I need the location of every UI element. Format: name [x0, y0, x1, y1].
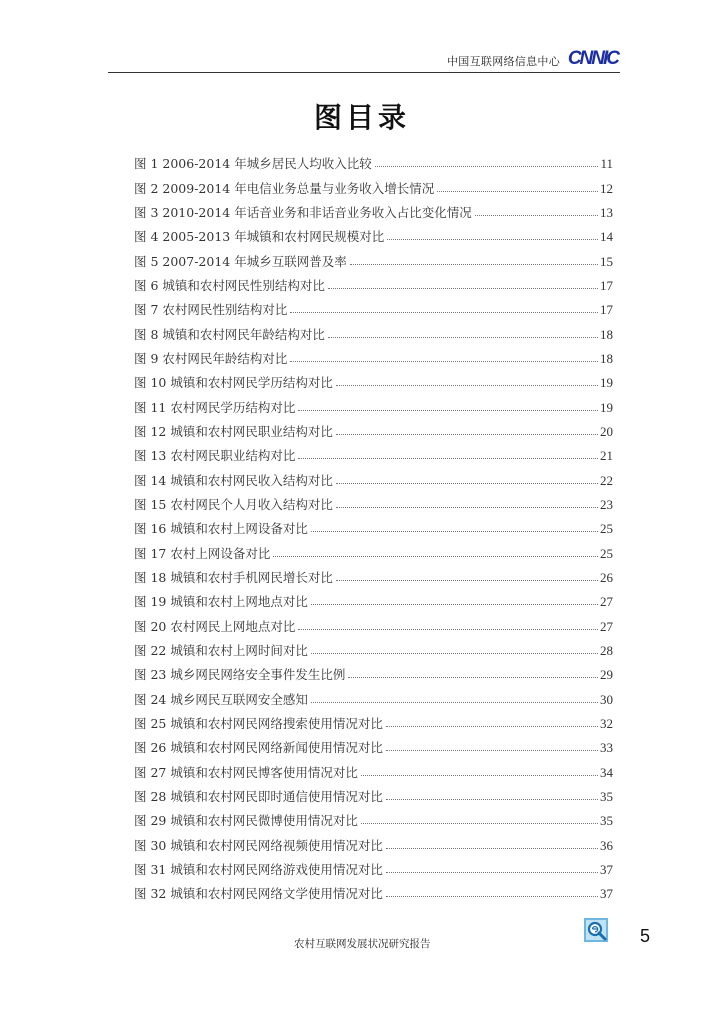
toc-entry-page: 13 [600, 204, 613, 220]
toc-entry-label: 图 28 城镇和农村网民即时通信使用情况对比 [134, 788, 383, 804]
toc-entry[interactable] [134, 586, 613, 610]
toc-entry-page: 22 [600, 472, 613, 488]
toc-entry-label: 图 29 城镇和农村网民微博使用情况对比 [134, 813, 358, 829]
toc-entry-page: 15 [600, 253, 613, 269]
dot-leader [336, 385, 598, 386]
toc-entry[interactable] [134, 245, 613, 269]
toc-entry-page: 19 [600, 399, 613, 415]
toc-entry-page: 11 [600, 156, 613, 172]
toc-entry[interactable] [134, 148, 613, 172]
dot-leader [298, 629, 598, 630]
dot-leader [328, 337, 598, 338]
toc-entry[interactable] [134, 610, 613, 634]
toc-entry-page: 33 [600, 740, 613, 756]
dot-leader [475, 215, 598, 216]
toc-entry-label: 图 13 农村网民职业结构对比 [134, 448, 296, 464]
toc-entry-page: 35 [600, 788, 613, 804]
dot-leader [386, 896, 598, 897]
toc-entry[interactable] [134, 805, 613, 829]
toc-entry[interactable] [134, 270, 613, 294]
toc-entry[interactable] [134, 756, 613, 780]
dot-leader [336, 580, 598, 581]
dot-leader [336, 434, 598, 435]
dot-leader [386, 799, 598, 800]
toc-entry-label: 图 12 城镇和农村网民职业结构对比 [134, 423, 333, 439]
toc-entry-label: 图 32 城镇和农村网民网络文学使用情况对比 [134, 886, 383, 902]
dot-leader [336, 483, 598, 484]
dot-leader [386, 750, 598, 751]
toc-entry-page: 20 [600, 423, 613, 439]
toc-entry-page: 34 [600, 764, 613, 780]
toc-entry-label: 图 15 农村网民个人月收入结构对比 [134, 496, 333, 512]
toc-entry[interactable] [134, 197, 613, 221]
page-title: 图目录 [313, 101, 410, 134]
toc-entry[interactable] [134, 416, 613, 440]
toc-entry-label: 图 8 城镇和农村网民年龄结构对比 [134, 326, 325, 342]
toc-entry-page: 23 [600, 496, 613, 512]
toc-entry-page: 18 [600, 326, 613, 342]
dot-leader [361, 775, 598, 776]
toc-entry-label: 图 4 2005-2013 年城镇和农村网民规模对比 [134, 229, 385, 245]
org-name: 中国互联网络信息中心 [447, 55, 560, 68]
toc-entry-label: 图 14 城镇和农村网民收入结构对比 [134, 472, 333, 488]
footer-report-title: 农村互联网发展状况研究报告 [294, 938, 431, 950]
toc-entry-label: 图 9 农村网民年龄结构对比 [134, 350, 288, 366]
dot-leader [386, 872, 598, 873]
dot-leader [437, 191, 598, 192]
dot-leader [348, 677, 598, 678]
dot-leader [290, 361, 598, 362]
toc-entry[interactable] [134, 221, 613, 245]
toc-entry[interactable] [134, 343, 613, 367]
toc-entry-label: 图 25 城镇和农村网民网络搜索使用情况对比 [134, 715, 383, 731]
toc-entry-label: 图 31 城镇和农村网民网络游戏使用情况对比 [134, 861, 383, 877]
toc-entry-label: 图 16 城镇和农村上网设备对比 [134, 521, 308, 537]
toc-entry[interactable] [134, 781, 613, 805]
toc-entry-page: 25 [600, 545, 613, 561]
toc-entry-page: 35 [600, 813, 613, 829]
toc-entry-page: 25 [600, 521, 613, 537]
toc-entry-label: 图 30 城镇和农村网民网络视频使用情况对比 [134, 837, 383, 853]
dot-leader [328, 288, 598, 289]
dot-leader [311, 604, 598, 605]
toc-entry-label: 图 20 农村网民上网地点对比 [134, 618, 296, 634]
figure-list [134, 148, 613, 902]
dot-leader [298, 410, 598, 411]
toc-entry[interactable] [134, 635, 613, 659]
magnifier-e-icon [584, 918, 608, 942]
dot-leader [386, 848, 598, 849]
dot-leader [290, 312, 598, 313]
dot-leader [350, 264, 598, 265]
dot-leader [311, 531, 598, 532]
toc-entry-label: 图 2 2009-2014 年电信业务总量与业务收入增长情况 [134, 180, 435, 196]
toc-entry[interactable] [134, 464, 613, 488]
toc-entry[interactable] [134, 367, 613, 391]
toc-entry-page: 37 [600, 861, 613, 877]
toc-entry-label: 图 17 农村上网设备对比 [134, 545, 271, 561]
toc-entry-page: 18 [600, 350, 613, 366]
toc-entry-label: 图 11 农村网民学历结构对比 [134, 399, 296, 415]
toc-entry[interactable] [134, 440, 613, 464]
toc-entry-page: 27 [600, 594, 613, 610]
toc-entry-label: 图 6 城镇和农村网民性别结构对比 [134, 277, 325, 293]
toc-entry-label: 图 23 城乡网民网络安全事件发生比例 [134, 667, 346, 683]
toc-entry[interactable] [134, 172, 613, 196]
toc-entry[interactable] [134, 659, 613, 683]
toc-entry[interactable] [134, 829, 613, 853]
toc-entry-page: 36 [600, 837, 613, 853]
toc-entry-page: 12 [600, 180, 613, 196]
toc-entry-page: 21 [600, 448, 613, 464]
toc-entry-label: 图 27 城镇和农村网民博客使用情况对比 [134, 764, 358, 780]
toc-entry-page: 17 [600, 277, 613, 293]
toc-entry-page: 27 [600, 618, 613, 634]
toc-entry-label: 图 18 城镇和农村手机网民增长对比 [134, 569, 333, 585]
dot-leader [375, 166, 599, 167]
toc-entry-label: 图 19 城镇和农村上网地点对比 [134, 594, 308, 610]
toc-entry[interactable] [134, 318, 613, 342]
toc-entry[interactable] [134, 513, 613, 537]
toc-entry[interactable] [134, 854, 613, 878]
toc-entry-page: 17 [600, 302, 613, 318]
toc-entry-label: 图 7 农村网民性别结构对比 [134, 302, 288, 318]
toc-entry[interactable] [134, 562, 613, 586]
cnnic-logo: CNNIC [567, 48, 618, 69]
toc-entry[interactable] [134, 732, 613, 756]
dot-leader [298, 458, 598, 459]
dot-leader [336, 507, 598, 508]
page-header [108, 46, 620, 72]
dot-leader [311, 702, 598, 703]
toc-entry-label: 图 1 2006-2014 年城乡居民人均收入比较 [134, 156, 372, 172]
toc-entry-label: 图 22 城镇和农村上网时间对比 [134, 642, 308, 658]
toc-entry-label: 图 5 2007-2014 年城乡互联网普及率 [134, 253, 347, 269]
toc-entry-label: 图 3 2010-2014 年话音业务和非话音业务收入占比变化情况 [134, 204, 472, 220]
toc-entry[interactable] [134, 537, 613, 561]
toc-entry[interactable] [134, 683, 613, 707]
dot-leader [387, 239, 598, 240]
toc-entry-page: 26 [600, 569, 613, 585]
toc-entry-page: 14 [600, 229, 613, 245]
toc-entry-label: 图 24 城乡网民互联网安全感知 [134, 691, 308, 707]
toc-entry[interactable] [134, 294, 613, 318]
dot-leader [386, 726, 598, 727]
toc-entry-label: 图 26 城镇和农村网民网络新闻使用情况对比 [134, 740, 383, 756]
header-divider [108, 72, 620, 73]
toc-entry-page: 19 [600, 375, 613, 391]
page-number: 5 [640, 926, 651, 946]
toc-entry-label: 图 10 城镇和农村网民学历结构对比 [134, 375, 333, 391]
toc-entry[interactable] [134, 878, 613, 902]
dot-leader [311, 653, 598, 654]
dot-leader [273, 556, 598, 557]
dot-leader [361, 823, 598, 824]
toc-entry-page: 32 [600, 715, 613, 731]
toc-entry-page: 30 [600, 691, 613, 707]
toc-entry-page: 28 [600, 642, 613, 658]
toc-entry[interactable] [134, 489, 613, 513]
toc-entry-page: 29 [600, 667, 613, 683]
toc-entry[interactable] [134, 391, 613, 415]
toc-entry-page: 37 [600, 886, 613, 902]
toc-entry[interactable] [134, 708, 613, 732]
